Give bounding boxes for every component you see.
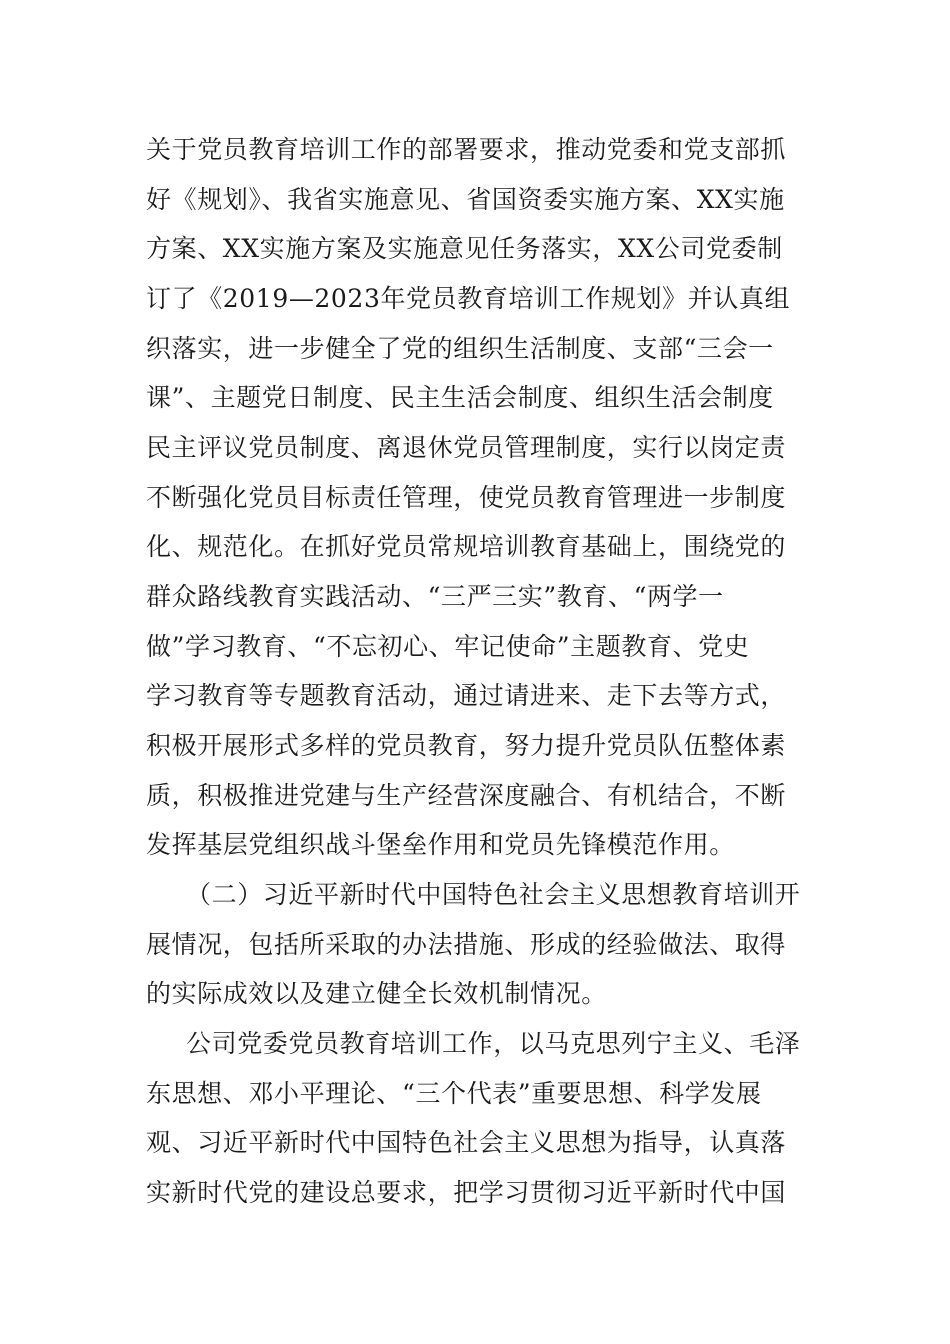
- text-line: 好《规划》、我省实施意见、省国资委实施方案、XX实施: [146, 185, 785, 214]
- text-line: 不断强化党员目标责任管理，使党员教育管理进一步制度: [146, 483, 787, 512]
- text-line: 发挥基层党组织战斗堡垒作用和党员先锋模范作用。: [146, 830, 735, 859]
- text-line: 方案、XX实施方案及实施意见任务落实，XX公司党委制: [146, 234, 783, 263]
- text-line: 观、习近平新时代中国特色社会主义思想为指导，认真落: [146, 1128, 787, 1157]
- section-heading-line: （二）习近平新时代中国特色社会主义思想教育培训开: [186, 880, 801, 909]
- text-line: 群众路线教育实践活动、“三严三实”教育、“两学一: [146, 582, 724, 611]
- text-line: 订了《2019—2023年党员教育培训工作规划》并认真组: [146, 284, 791, 313]
- text-line: 积极开展形式多样的党员教育，努力提升党员队伍整体素: [146, 731, 787, 760]
- text-line: 化、规范化。在抓好党员常规培训教育基础上，围绕党的: [146, 532, 787, 561]
- text-line: 实新时代党的建设总要求，把学习贯彻习近平新时代中国: [146, 1178, 787, 1207]
- text-line: 展情况，包括所采取的办法措施、形成的经验做法、取得: [146, 930, 787, 959]
- text-line: 民主评议党员制度、离退休党员管理制度，实行以岗定责: [146, 433, 787, 462]
- text-line: 做”学习教育、“不忘初心、牢记使命”主题教育、党史: [146, 632, 750, 661]
- text-line: 质，积极推进党建与生产经营深度融合、有机结合，不断: [146, 781, 787, 810]
- text-line: 关于党员教育培训工作的部署要求，推动党委和党支部抓: [146, 135, 787, 164]
- text-line: 东思想、邓小平理论、“三个代表”重要思想、科学发展: [146, 1079, 762, 1108]
- text-line: 课”、主题党日制度、民主生活会制度、组织生活会制度: [146, 383, 774, 412]
- text-line: 学习教育等专题教育活动，通过请进来、走下去等方式，: [146, 681, 787, 710]
- text-line: 的实际成效以及建立健全长效机制情况。: [146, 979, 607, 1008]
- text-line: 织落实，进一步健全了党的组织生活制度、支部“三会一: [146, 334, 774, 363]
- paragraph-start-line: 公司党委党员教育培训工作，以马克思列宁主义、毛泽: [186, 1029, 801, 1058]
